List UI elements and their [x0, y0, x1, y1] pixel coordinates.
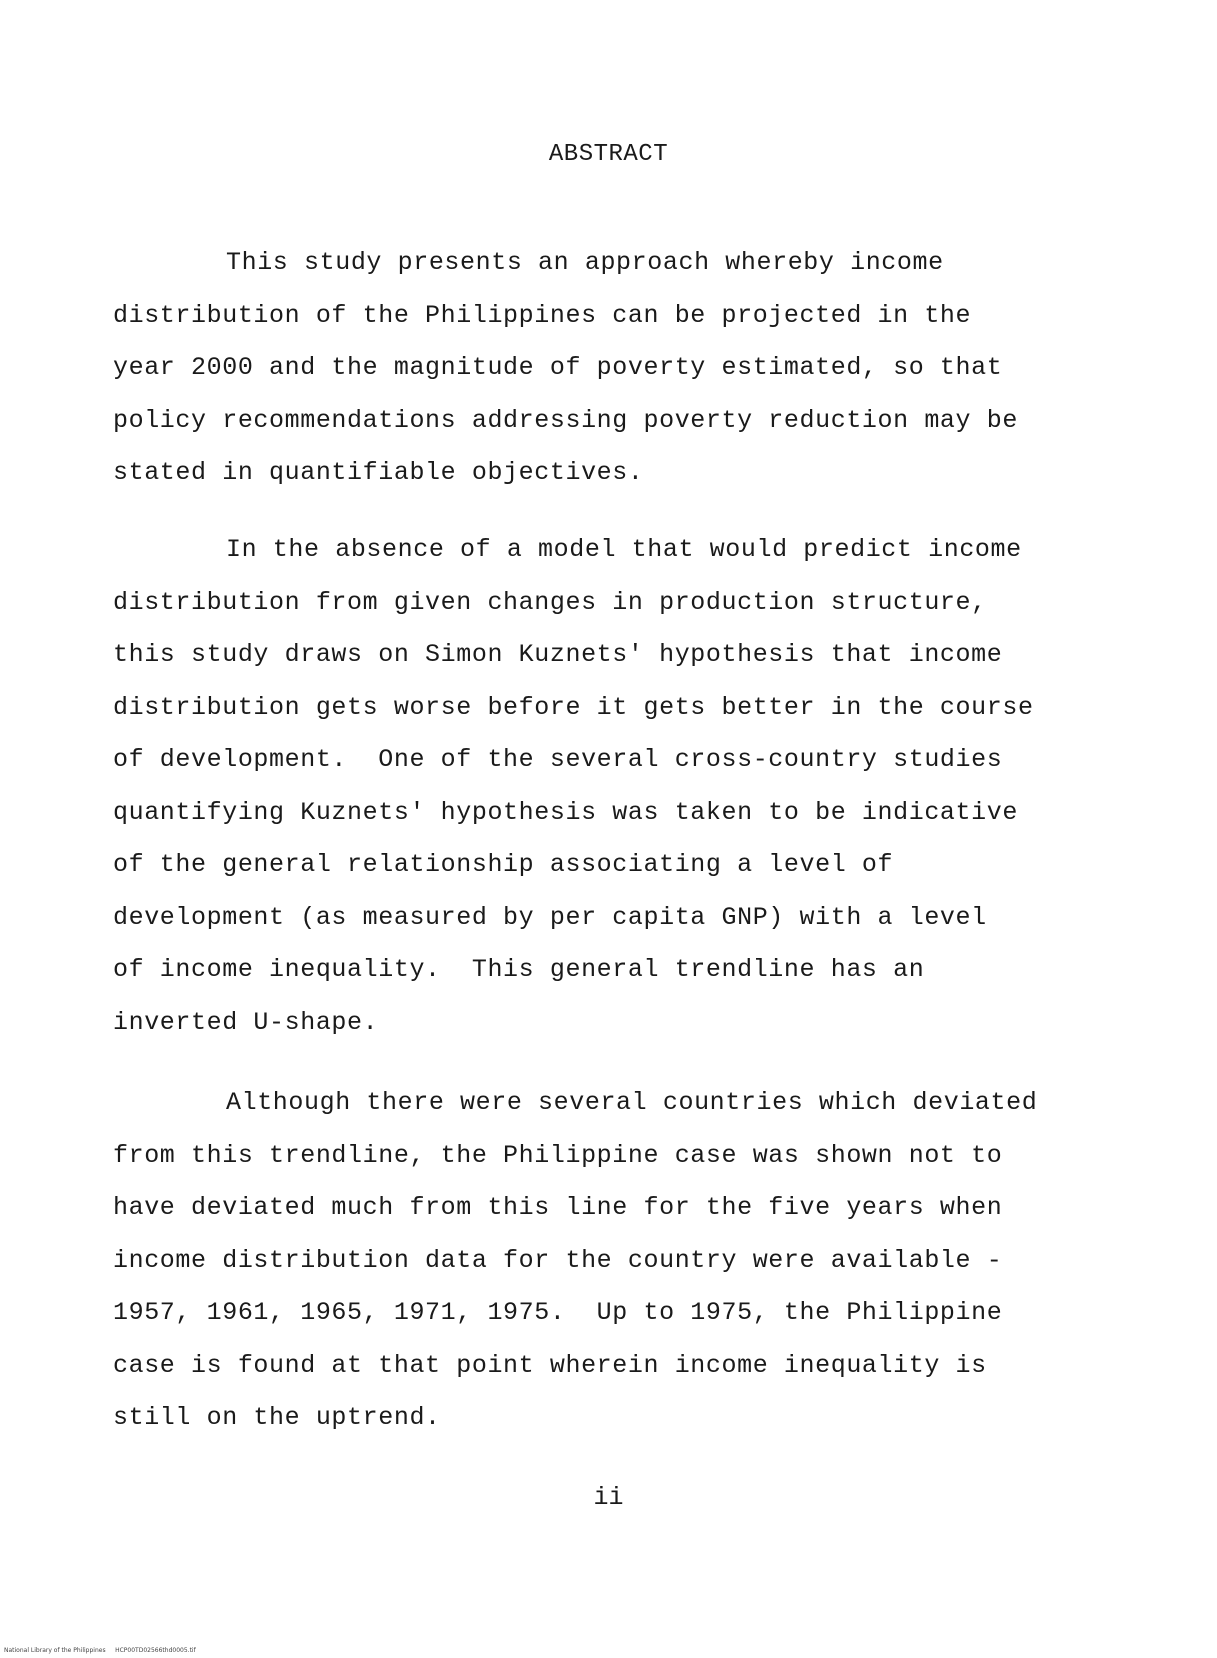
paragraph-3: [113, 1077, 1073, 1445]
page-number: ii: [593, 1483, 624, 1512]
paragraph-line: this study draws on Simon Kuznets' hypothesis that income: [113, 640, 1003, 669]
paragraph-line: stated in quantifiable objectives.: [113, 458, 644, 487]
paragraph-line: In the absence of a model that would predict income: [226, 535, 1022, 564]
paragraph-line: have deviated much from this line for the five years when: [113, 1193, 1003, 1222]
paragraph-line: 1957, 1961, 1965, 1971, 1975. Up to 1975, the Philippine: [113, 1298, 1003, 1327]
paragraph-line: of development. One of the several cross-country studies: [113, 745, 1003, 774]
scan-footer-stamp: National Library of the Philippines HCP00TD02566thd0005.tif: [4, 1647, 196, 1654]
paragraph-line: policy recommendations addressing poverty reduction may be: [113, 405, 1018, 435]
paragraph-line: Although there were several countries which deviated: [226, 1088, 1038, 1117]
paragraph-line: development (as measured by per capita GNP) with a level: [113, 902, 987, 932]
paragraph-line: quantifying Kuznets' hypothesis was taken to be indicative: [113, 797, 1018, 827]
paragraph-line: of income inequality. This general trendline has an: [113, 955, 925, 984]
paragraph-line: This study presents an approach whereby income: [226, 248, 944, 277]
paragraph-line: case is found at that point wherein income inequality is: [113, 1350, 987, 1380]
paragraph-2: [113, 524, 1073, 1049]
paragraph-line: distribution from given changes in production structure,: [113, 587, 987, 617]
paragraph-line: from this trendline, the Philippine case was shown not to: [113, 1140, 1003, 1170]
paragraph-line: year 2000 and the magnitude of poverty estimated, so that: [113, 353, 1003, 382]
abstract-title: ABSTRACT: [548, 141, 669, 168]
paragraph-line: distribution gets worse before it gets better in the course: [113, 692, 1034, 722]
paragraph-line: of the general relationship associating a level of: [113, 850, 894, 879]
paragraph-line: income distribution data for the country were available -: [113, 1245, 1003, 1275]
paragraph-line: still on the uptrend.: [113, 1403, 441, 1432]
paragraph-line: inverted U-shape.: [113, 1007, 379, 1037]
paragraph-1: [113, 237, 1073, 500]
paragraph-line: distribution of the Philippines can be projected in the: [113, 300, 972, 330]
